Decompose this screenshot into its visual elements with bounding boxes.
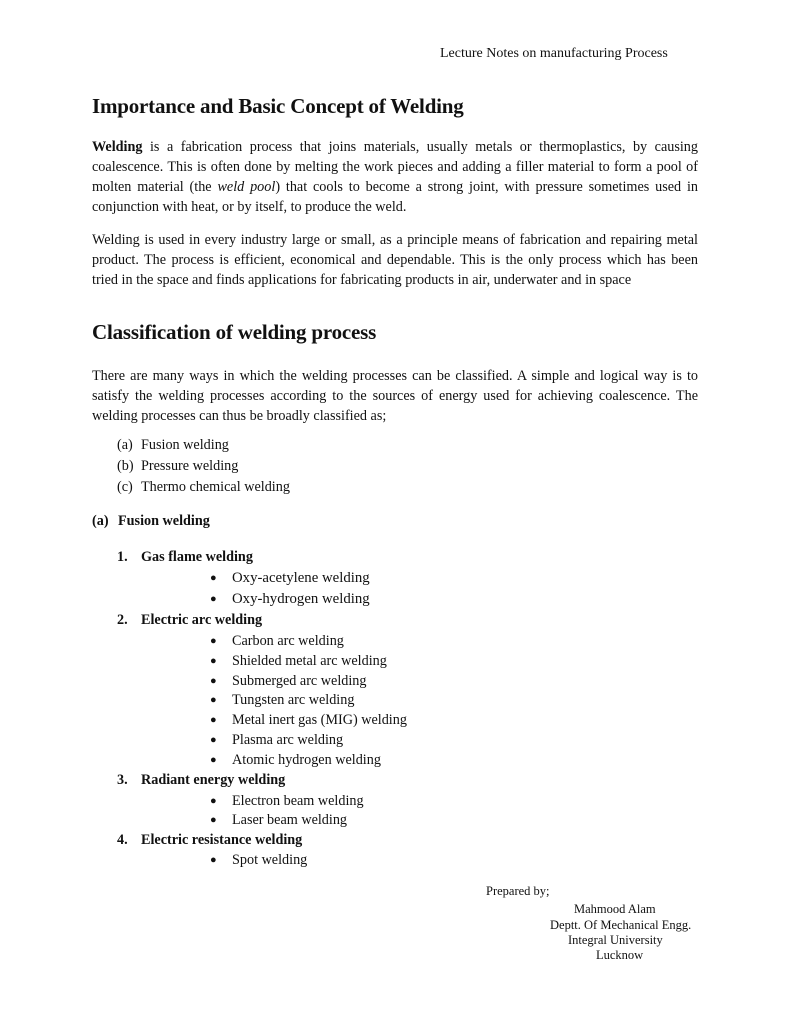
section-title-classification: Classification of welding process <box>92 320 377 344</box>
bullet-icon: ● <box>210 655 217 667</box>
author-department: Deptt. Of Mechanical Engg. <box>550 918 692 932</box>
list-item: ● Electron beam welding <box>210 793 364 809</box>
bullet-icon: ● <box>210 593 217 605</box>
running-header: Lecture Notes on manufacturing Process <box>440 46 668 61</box>
bullet-icon: ● <box>210 694 217 706</box>
list-item: ● Submerged arc welding <box>210 673 367 689</box>
author-name: Mahmood Alam <box>574 902 656 916</box>
author-city: Lucknow <box>596 948 644 962</box>
list-item: ● Plasma arc welding <box>210 732 344 748</box>
list-item: ● Oxy-acetylene welding <box>210 570 370 586</box>
group-heading-electric-arc: 2. Electric arc welding <box>117 612 263 628</box>
bullet-icon: ● <box>210 854 217 866</box>
bullet-icon: ● <box>210 814 217 826</box>
group-heading-electric-resistance: 4. Electric resistance welding <box>117 832 303 848</box>
bullet-icon: ● <box>210 754 217 766</box>
bullet-icon: ● <box>210 734 217 746</box>
bullet-icon: ● <box>210 795 217 807</box>
paragraph-welding-definition: Welding is a fabrication process that joins materials, usually metals or thermoplastics, by causing coalescence. This is often done by melting the work pieces and adding a filler material to form a pool of molten material (the weld pool) that cools to become a strong joint, with pressure sometimes used in conjunction with heat, or by itself, to produce the weld. <box>92 139 698 215</box>
term-weld-pool: weld pool <box>217 179 276 195</box>
class-item: (b) Pressure welding <box>117 458 239 474</box>
list-item: ● Laser beam welding <box>210 812 348 828</box>
subsection-fusion-welding: (a) Fusion welding <box>92 513 210 529</box>
class-item: (c) Thermo chemical welding <box>117 479 290 495</box>
term-welding: Welding <box>92 139 143 155</box>
class-item: (a) Fusion welding <box>117 437 229 453</box>
list-item: ● Tungsten arc welding <box>210 692 355 708</box>
paragraph-welding-usage: Welding is used in every industry large or small, as a principle means of fabrication and repairing metal product. The process is efficient, economical and dependable. This is the only process which has been tried in the space and finds applications for fabricating products in air, underwater and in space <box>92 232 698 288</box>
group-heading-gas-flame: 1. Gas flame welding <box>117 549 253 565</box>
bullet-icon: ● <box>210 675 217 687</box>
bullet-icon: ● <box>210 572 217 584</box>
author-institution: Integral University <box>568 933 663 947</box>
list-item: ● Oxy-hydrogen welding <box>210 591 370 607</box>
bullet-icon: ● <box>210 714 217 726</box>
list-item: ● Spot welding <box>210 852 308 868</box>
list-item: ● Atomic hydrogen welding <box>210 752 381 768</box>
paragraph-classification-intro: There are many ways in which the welding processes can be classified. A simple and logical way is to satisfy the welding processes according to the sources of energy used for achieving coalescence. The welding processes can thus be broadly classified as; <box>92 368 698 424</box>
list-item: ● Carbon arc welding <box>210 633 344 649</box>
bullet-icon: ● <box>210 635 217 647</box>
prepared-by-label: Prepared by; <box>486 884 550 898</box>
list-item: ● Shielded metal arc welding <box>210 653 387 669</box>
list-item: ● Metal inert gas (MIG) welding <box>210 712 407 728</box>
group-heading-radiant-energy: 3. Radiant energy welding <box>117 772 286 788</box>
section-title-importance: Importance and Basic Concept of Welding <box>92 94 464 118</box>
